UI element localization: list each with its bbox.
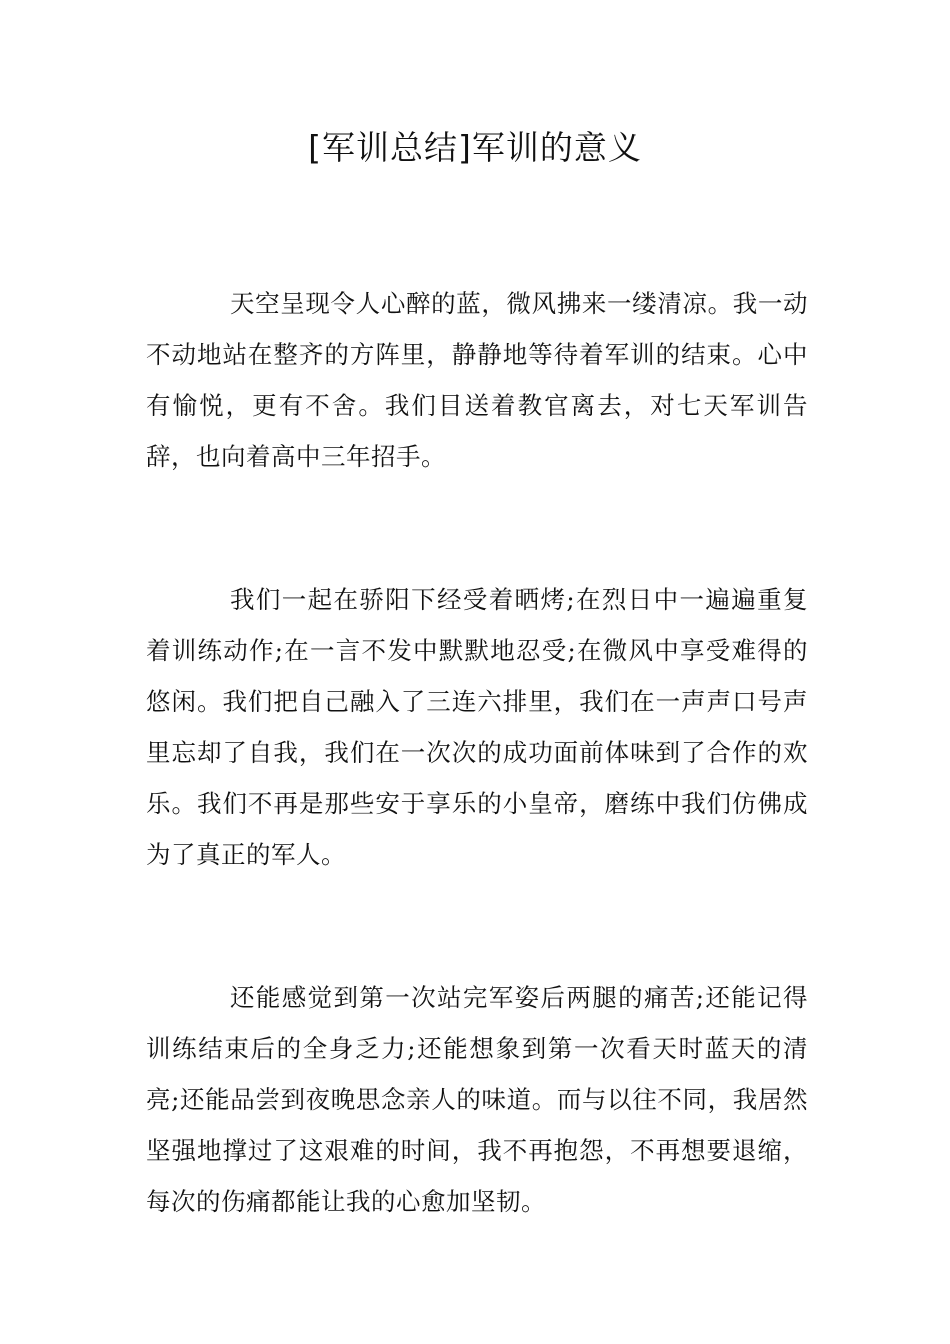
paragraph-2: 我们一起在骄阳下经受着晒烤;在烈日中一遍遍重复着训练动作;在一言不发中默默地忍受;在微风中享受难得的悠闲。我们把自己融入了三连六排里，我们在一声声口号声里忘却了自我，我们在一次次的成功面前体味到了合作的欢乐。我们不再是那些安于享乐的小皇帝，磨练中我们仿佛成为了真正的军人。 [146,585,808,869]
paragraph-3: 还能感觉到第一次站完军姿后两腿的痛苦;还能记得训练结束后的全身乏力;还能想象到第一次看天时蓝天的清亮;还能品尝到夜晚思念亲人的味道。而与以往不同，我居然坚强地撑过了这艰难的时间，我不再抱怨，不再想要退缩，每次的伤痛都能让我的心愈加坚韧。 [146,983,808,1216]
document-title: [军训总结]军训的意义 [308,128,642,167]
paragraph-1: 天空呈现令人心醉的蓝，微风拂来一缕清凉。我一动不动地站在整齐的方阵里，静静地等待着军训的结束。心中有愉悦，更有不舍。我们目送着教官离去，对七天军训告辞，也向着高中三年招手。 [146,289,808,471]
